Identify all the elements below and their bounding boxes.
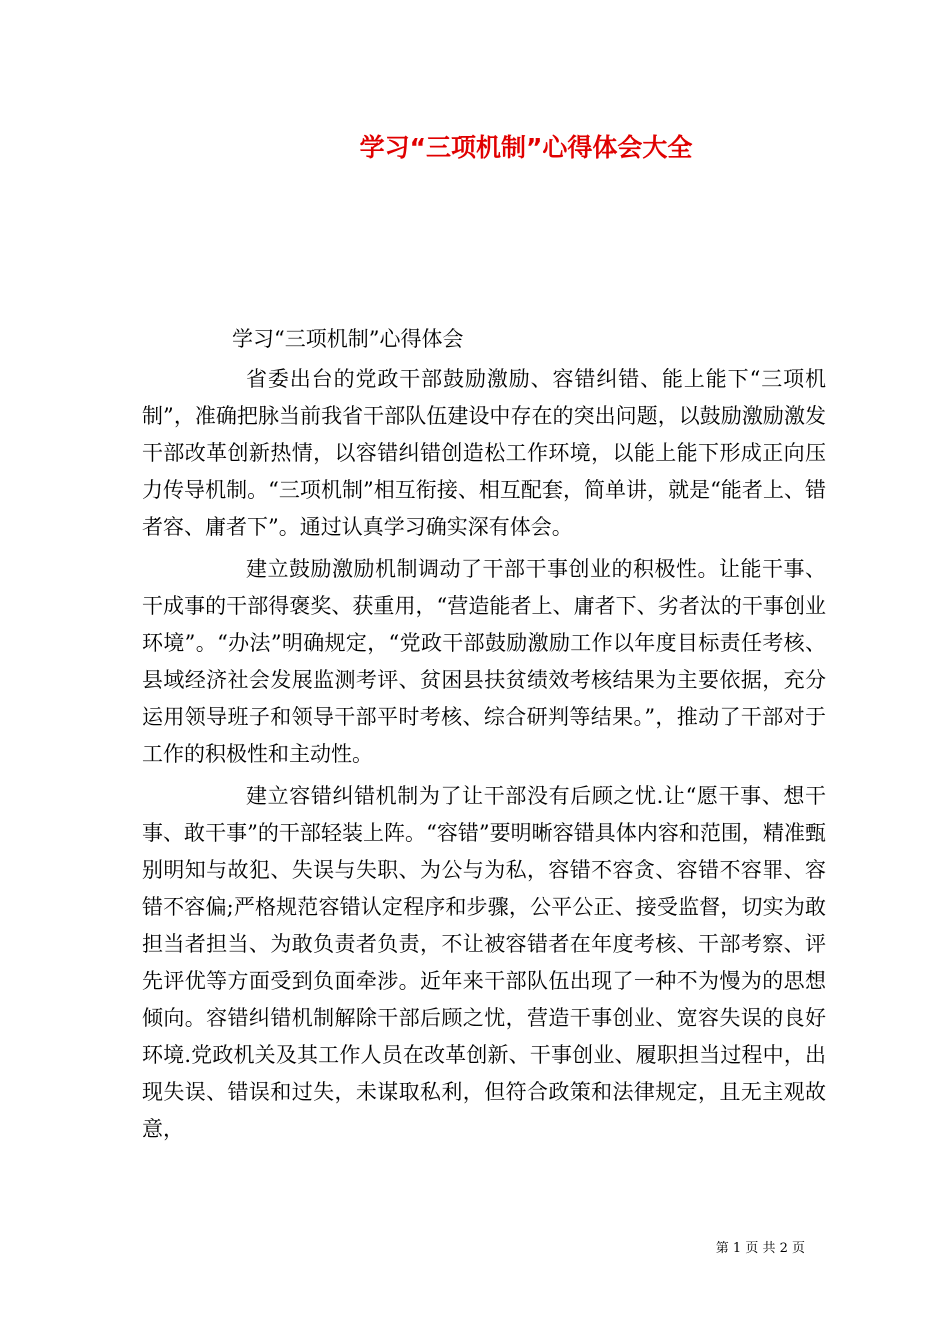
document-body bbox=[142, 361, 826, 1153]
paragraph-intro: 省委出台的党政干部鼓励激励、容错纠错、能上能下“三项机制”，准确把脉当前我省干部队伍建设中存在的突出问题，以鼓励激励激发干部改革创新热情，以容错纠错创造松工作环境，以能上能下形成正向压力传导机制。“三项机制”相互衔接、相互配套，简单讲，就是“能者上、错者容、庸者下”。通过认真学习确实深有体会。 bbox=[142, 367, 826, 539]
paragraph-incentive-mechanism: 建立鼓励激励机制调动了干部干事创业的积极性。让能干事、干成事的干部得褒奖、获重用，“营造能者上、庸者下、劣者汰的干事创业环境”。“办法”明确规定，“党政干部鼓励激励工作以年度目标责任考核、县域经济社会发展监测考评、贫困县扶贫绩效考核结果为主要依据，充分运用领导班子和领导干部平时考核、综合研判等结果。”，推动了干部对于工作的积极性和主动性。 bbox=[142, 557, 826, 766]
page-number-footer: 第 1 页 共 2 页 bbox=[715, 1241, 805, 1256]
document-title: 学习“三项机制”心得体会大全 bbox=[359, 133, 693, 162]
paragraph-fault-tolerance-mechanism: 建立容错纠错机制为了让干部没有后顾之忧.让“愿干事、想干事、敢干事”的干部轻装上阵。“容错”要明晰容错具体内容和范围，精准甄别明知与故犯、失误与失职、为公与为私，容错不容贪、容错不容罪、容错不容偏;严格规范容错认定程序和步骤，公平公正、接受监督，切实为敢担当者担当、为敢负责者负责，不让被容错者在年度考核、干部考察、评先评优等方面受到负面牵涉。近年来干部队伍出现了一种不为慢为的思想倾向。容错纠错机制解除干部后顾之忧，营造干事创业、宽容失误的良好环境.党政机关及其工作人员在改革创新、干事创业、履职担当过程中，出现失误、错误和过失，未谋取私利，但符合政策和法律规定，且无主观故意， bbox=[142, 784, 826, 1141]
document-subtitle: 学习“三项机制”心得体会 bbox=[232, 327, 464, 351]
